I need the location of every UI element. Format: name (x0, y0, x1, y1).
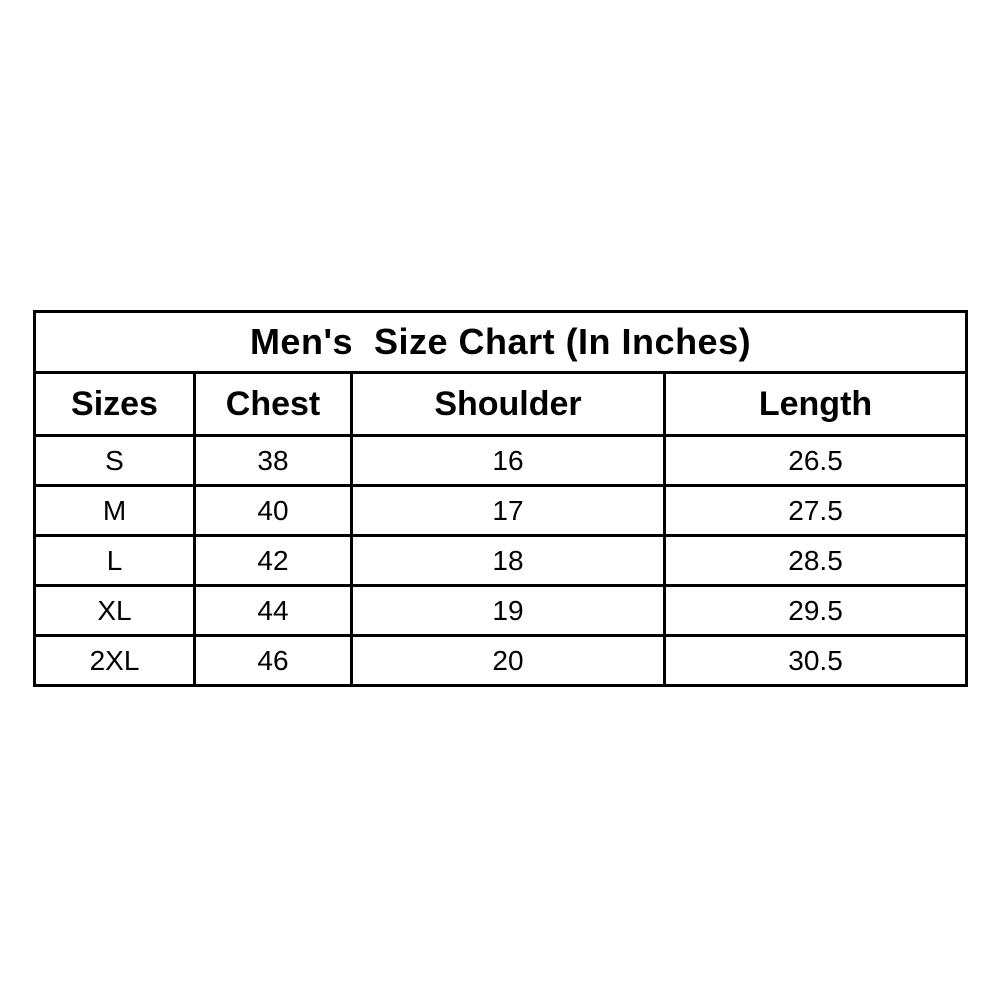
cell-chest: 42 (195, 536, 352, 586)
table-row-2xl (35, 636, 967, 686)
cell-size: XL (35, 586, 195, 636)
cell-chest: 38 (195, 436, 352, 486)
header-row (35, 373, 967, 436)
cell-size: L (35, 536, 195, 586)
cell-length: 29.5 (665, 586, 967, 636)
cell-length: 26.5 (665, 436, 967, 486)
cell-shoulder: 18 (352, 536, 665, 586)
cell-length: 30.5 (665, 636, 967, 686)
cell-chest: 44 (195, 586, 352, 636)
cell-shoulder: 16 (352, 436, 665, 486)
cell-length: 27.5 (665, 486, 967, 536)
table-row-xl (35, 586, 967, 636)
column-header-chest: Chest (195, 373, 352, 436)
cell-shoulder: 17 (352, 486, 665, 536)
cell-size: 2XL (35, 636, 195, 686)
cell-size: S (35, 436, 195, 486)
cell-size: M (35, 486, 195, 536)
column-header-sizes: Sizes (35, 373, 195, 436)
cell-chest: 40 (195, 486, 352, 536)
size-chart-table (33, 310, 968, 687)
table-row-s (35, 436, 967, 486)
cell-length: 28.5 (665, 536, 967, 586)
table-title: Men's Size Chart (In Inches) (35, 312, 967, 373)
column-header-shoulder: Shoulder (352, 373, 665, 436)
cell-chest: 46 (195, 636, 352, 686)
table-row-m (35, 486, 967, 536)
title-row (35, 312, 967, 373)
column-header-length: Length (665, 373, 967, 436)
table-row-l (35, 536, 967, 586)
cell-shoulder: 19 (352, 586, 665, 636)
size-chart-container (33, 310, 968, 687)
cell-shoulder: 20 (352, 636, 665, 686)
